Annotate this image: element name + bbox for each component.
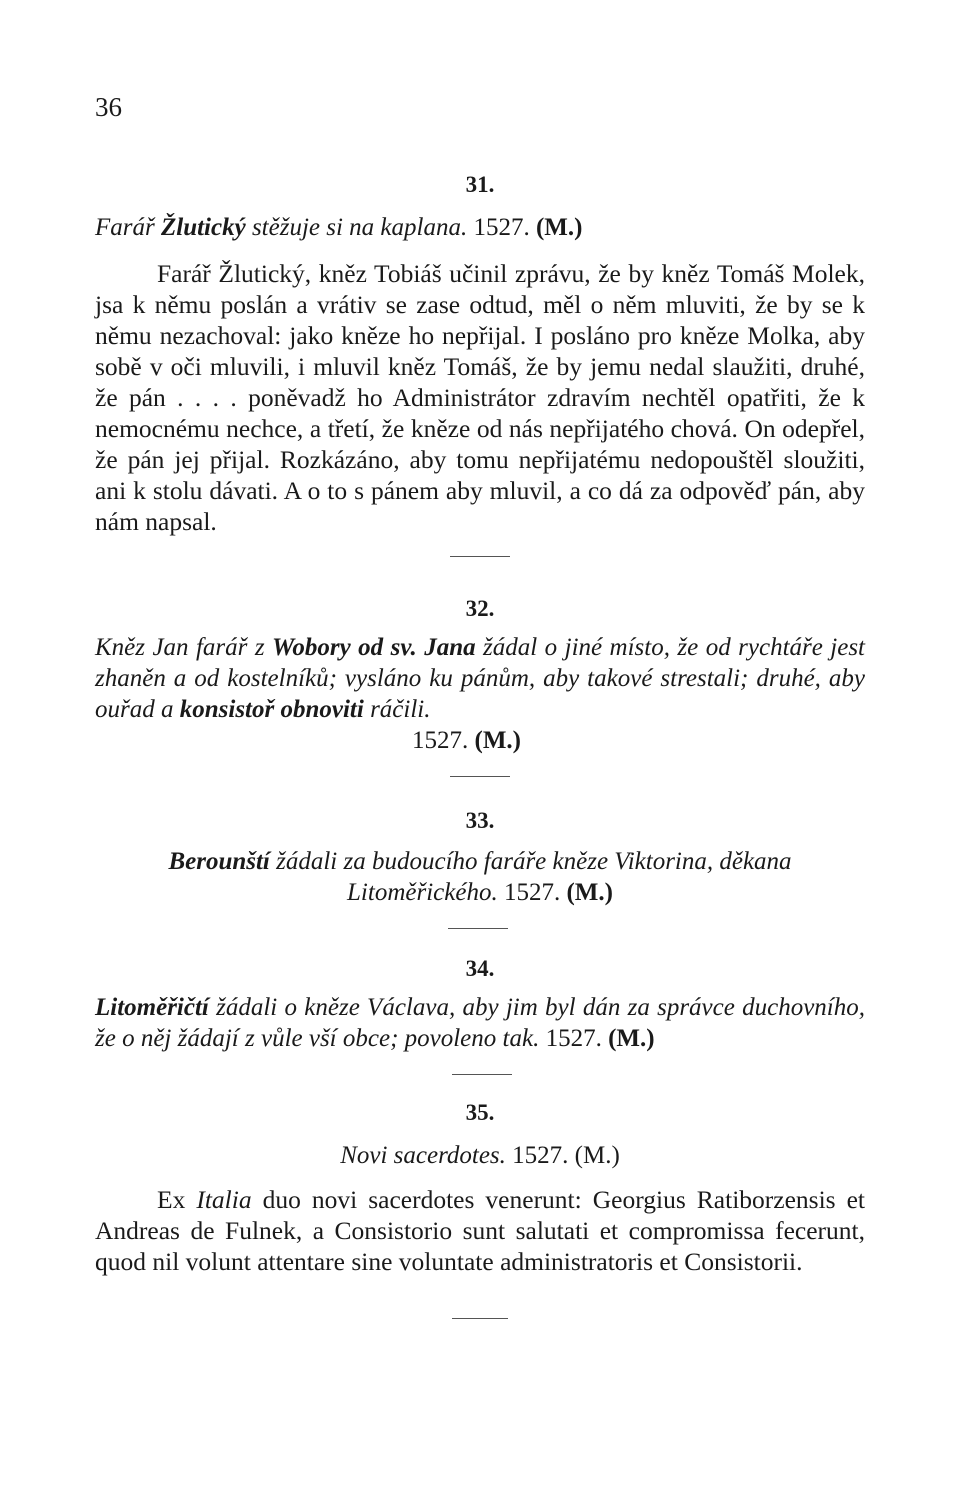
entry-number-32: 32. bbox=[465, 596, 495, 621]
entry-number-34: 34. bbox=[465, 956, 495, 981]
entry-32-heading: Kněz Jan farář z Wobory od sv. Jana žádal o jiné místo, že od rychtáře jest zhaněn a od kostelníků; vysláno ku pánům, aby takové strestali; druhé, aby ouřad a konsistoř obnoviti ráčili. 1527. (M.) bbox=[95, 634, 865, 754]
page-number: 36 bbox=[95, 92, 122, 122]
entry-34-heading: Litoměřičtí žádali o kněze Václava, aby jim byl dán za správce duchovního, že o něj žádají z vůle vší obce; povoleno tak. 1527. (M.) bbox=[95, 994, 865, 1052]
entry-number-35: 35. bbox=[465, 1100, 495, 1125]
section-divider bbox=[452, 1074, 512, 1075]
section-divider bbox=[452, 1318, 508, 1319]
entry-31-body bbox=[95, 258, 865, 537]
entry-31-heading: Farář Žlutický stěžuje si na kaplana. 1527. (M.) bbox=[95, 214, 583, 241]
entry-31-paragraph: Farář Žlutický, kněz Tobiáš učinil zprávu, že by kněz Tomáš Molek, jsa k němu poslán a vrátiv se zase odtud, měl o něm mluviti, že by se k němu nezachoval: jako kněze ho nepřijal. I posláno pro kněze Molka, aby sobě v oči mluvili, i mluvil kněz Tomáš, že by jemu nedal slaužiti, druhé, že pán . . . . poněvadž ho Administrátor zdravím nechtěl opatřiti, že k nemocnému nechce, a třetí, že kněze od nás nepřijatého chová. On odepřel, že pán jej přijal. Rozkázáno, aby tomu nepřijatému nedopouštěl sloužiti, ani k stolu dávati. A o to s pánem aby mluvil, a co dá za odpověď pán, aby nám napsal. bbox=[95, 259, 865, 536]
entry-35-paragraph: Ex Italia duo novi sacerdotes venerunt: Georgius Ratiborzensis et Andreas de Fulnek, a Consistorio sunt salutati et compromissa fecerunt, quod nil volunt attentare sine voluntate administratoris et Consistorii. bbox=[95, 1185, 865, 1276]
entry-35-body bbox=[95, 1184, 865, 1277]
entry-number-33: 33. bbox=[465, 808, 495, 833]
section-divider bbox=[448, 928, 508, 929]
entry-33-heading: Berounští žádali za budoucího faráře kněze Viktorina, děkana Litoměřického. 1527. (M.) bbox=[168, 848, 792, 906]
section-divider bbox=[450, 556, 510, 557]
entry-number-31: 31. bbox=[465, 172, 495, 197]
entry-35-heading: Novi sacerdotes. 1527. (M.) bbox=[340, 1142, 620, 1169]
section-divider bbox=[450, 776, 510, 777]
